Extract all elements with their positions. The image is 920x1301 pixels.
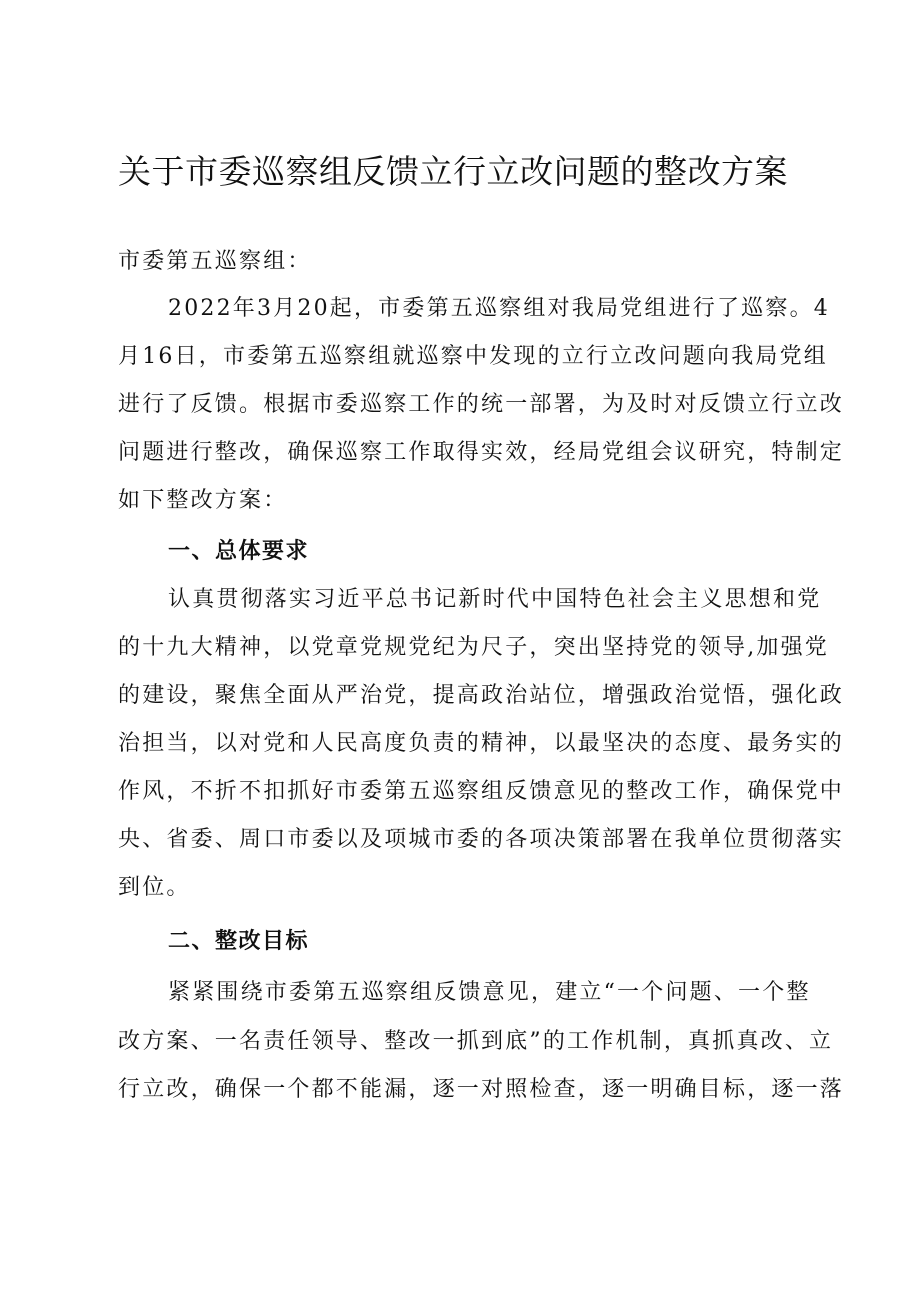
section1-line: 的建设，聚焦全面从严治党，提高政治站位，增强政治觉悟，强化政 (118, 683, 845, 708)
section2-line: 紧紧围绕市委第五巡察组反馈意见，建立“一个问题、一个整 (168, 980, 811, 1005)
section1-line: 作风，不折不扣抓好市委第五巡察组反馈意见的整改工作，确保党中 (118, 779, 845, 804)
intro-line: 问题进行整改，确保巡察工作取得实效，经局党组会议研究，特制定 (118, 440, 845, 465)
section1-line: 央、省委、周口市委以及项城市委的各项决策部署在我单位贯彻落实 (118, 827, 845, 852)
section1-line: 到位。 (118, 875, 191, 900)
section1-line: 认真贯彻落实习近平总书记新时代中国特色社会主义思想和党 (168, 587, 822, 612)
section-heading-general-requirements: 一、总体要求 (168, 539, 310, 564)
section-heading-rectification-goals: 二、整改目标 (168, 929, 310, 954)
intro-line: 如下整改方案： (118, 488, 288, 513)
intro-line: 月16日，市委第五巡察组就巡察中发现的立行立改问题向我局党组 (118, 344, 828, 369)
document-title: 关于市委巡察组反馈立行立改问题的整改方案 (118, 152, 788, 191)
intro-line: 进行了反馈。根据市委巡察工作的统一部署，为及时对反馈立行立改 (118, 392, 845, 417)
section1-line: 的十九大精神，以党章党规党纪为尺子，突出坚持党的领导,加强党 (118, 635, 829, 660)
section2-line: 行立改，确保一个都不能漏，逐一对照检查，逐一明确目标，逐一落 (118, 1077, 845, 1102)
section1-line: 治担当，以对党和人民高度负责的精神，以最坚决的态度、最务实的 (118, 731, 845, 756)
section2-line: 改方案、一名责任领导、整改一抓到底”的工作机制，真抓真改、立 (118, 1029, 834, 1054)
salutation: 市委第五巡察组： (118, 249, 312, 274)
intro-line: 2022年3月20起，市委第五巡察组对我局党组进行了巡察。4 (168, 296, 830, 321)
